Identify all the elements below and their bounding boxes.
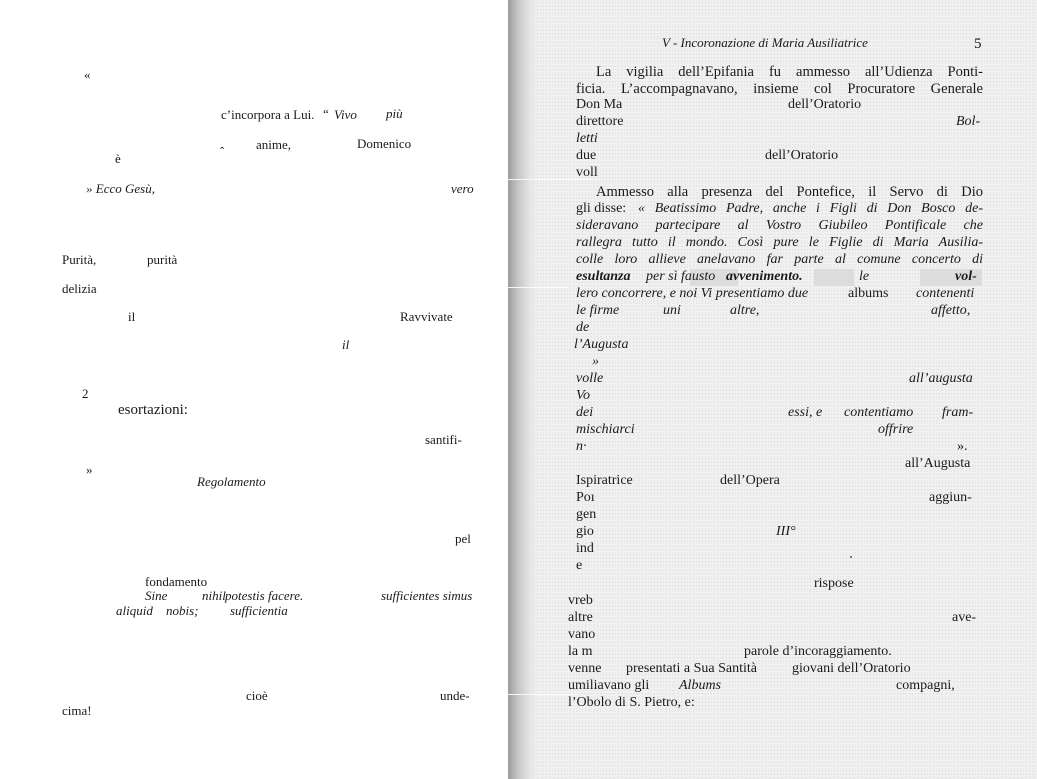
text-fragment: all’augusta: [909, 371, 973, 386]
text-fragment: umiliavano gli: [568, 678, 650, 693]
text-fragment: potestis facere.: [225, 588, 304, 603]
text-fragment: rispose: [814, 576, 854, 591]
running-header: V - Incoronazione di Maria Ausiliatrice: [662, 35, 868, 50]
text-fragment: all’Augusta: [905, 456, 971, 471]
text-fragment: le: [859, 269, 870, 284]
text-fragment: ».: [957, 439, 968, 454]
text-fragment: vano: [568, 627, 596, 642]
text-fragment: l’Obolo di S. Pietro, e:: [568, 695, 695, 710]
text-line: sideravano partecipare al Vostro Giubileo Pontificale che: [576, 218, 983, 233]
text-fragment: cioè: [246, 688, 268, 703]
text-fragment: vreb: [568, 593, 593, 608]
text-fragment: nihil: [202, 588, 226, 603]
footnote-number: 2: [82, 386, 89, 401]
text-fragment: il: [342, 337, 350, 352]
text-fragment: vero: [451, 181, 474, 196]
text-fragment: gli disse:: [576, 201, 627, 216]
text-fragment: affetto,: [931, 303, 971, 318]
text-line: Ammesso alla presenza del Pontefice, il Servo di Dio: [596, 184, 983, 200]
text-fragment: III°: [776, 524, 796, 539]
text-fragment: gen: [576, 507, 597, 522]
text-fragment: de: [576, 320, 590, 335]
book-gutter-shadow: [508, 0, 538, 779]
text-fragment: altre,: [730, 303, 760, 318]
text-fragment: Vivo: [334, 107, 357, 122]
text-fragment: uni: [663, 303, 681, 318]
text-fragment: contentiamo: [844, 405, 914, 420]
text-fragment: anime,: [256, 137, 292, 152]
text-line: ficia. L’accompagnavano, insieme col Procuratore Generale: [576, 81, 983, 97]
text-fragment: Don Ma: [576, 97, 623, 112]
text-fragment: Vo: [576, 388, 590, 403]
text-fragment: dei: [576, 405, 594, 420]
text-fragment: fram-: [942, 405, 974, 420]
text-fragment: la m: [568, 644, 593, 659]
text-fragment: Ispiratrice: [576, 473, 633, 488]
text-fragment: “: [323, 106, 329, 121]
text-fragment: unde-: [440, 688, 470, 703]
scan-artifact: [508, 287, 568, 288]
text-line: « Beatissimo Padre, anche i Figli di Don Bosco de-: [638, 201, 983, 216]
text-fragment: due: [576, 148, 597, 163]
text-fragment: nobis;: [166, 603, 199, 618]
page-number: 5: [974, 36, 982, 52]
text-fragment: Ravvivate: [400, 309, 453, 324]
text-fragment: contenenti: [916, 286, 975, 301]
text-fragment: per sì fausto: [646, 269, 716, 284]
text-fragment: lero concorrere, e noi Vi presentiamo due: [576, 286, 809, 301]
text-fragment: »: [86, 462, 93, 477]
redaction-box: [814, 269, 854, 286]
text-fragment: n·: [576, 439, 587, 454]
text-fragment: dell’Oratorio: [765, 148, 839, 163]
text-fragment: altre: [568, 610, 593, 625]
text-fragment: parole d’incoraggiamento.: [744, 644, 892, 659]
text-fragment: venne: [568, 661, 602, 676]
text-fragment: aliquid: [116, 603, 153, 618]
text-fragment: il: [128, 309, 136, 324]
text-fragment: direttore: [576, 114, 624, 129]
text-fragment: compagni,: [896, 678, 955, 693]
text-fragment: dell’Oratorio: [788, 97, 862, 112]
text-fragment: pel: [455, 531, 471, 546]
right-page: [508, 0, 1037, 779]
text-fragment: cima!: [62, 703, 92, 718]
text-fragment: e: [816, 405, 823, 420]
text-fragment: dell’Opera: [720, 473, 780, 488]
text-fragment: voll: [576, 165, 598, 180]
text-fragment: volle: [576, 371, 604, 386]
text-fragment: vol-: [955, 269, 977, 284]
text-fragment: ˆ: [220, 144, 225, 159]
text-fragment: delizia: [62, 281, 97, 296]
text-fragment: sufficientia: [230, 603, 288, 618]
text-fragment: letti: [576, 131, 598, 146]
text-fragment: santifi-: [425, 432, 462, 447]
text-fragment: offrire: [878, 422, 914, 437]
text-fragment: aggiun-: [929, 490, 972, 505]
left-page: [0, 0, 508, 779]
text-fragment: sufficientes simus: [381, 588, 473, 603]
text-fragment: Sine: [145, 588, 168, 603]
text-fragment: presentati a Sua Santità: [626, 661, 758, 676]
text-fragment: «: [84, 67, 91, 82]
text-fragment: Albums: [679, 678, 721, 693]
text-fragment: gio: [576, 524, 594, 539]
text-fragment: ind: [576, 541, 594, 556]
text-fragment: e: [576, 558, 583, 573]
text-fragment: c’incorpora a Lui.: [221, 107, 315, 122]
text-fragment: Regolamento: [197, 474, 266, 489]
text-fragment: giovani dell’Oratorio: [792, 661, 911, 676]
text-fragment: mischiarci: [576, 422, 635, 437]
text-fragment: Poı: [576, 490, 595, 505]
text-fragment: le firme: [576, 303, 620, 318]
text-fragment: Domenico: [357, 136, 412, 151]
text-line: La vigilia dell’Epifania fu ammesso all’Udienza Ponti-: [596, 64, 983, 80]
text-line: colle loro allieve anelavano far parte al comune concerto di: [576, 252, 983, 267]
text-fragment: fondamento: [145, 574, 208, 589]
text-fragment: esultanza: [576, 269, 631, 284]
text-fragment: » Ecco Gesù,: [86, 181, 155, 196]
text-line: rallegra tutto il mondo. Così pure le Figlie di Maria Ausilia-: [576, 235, 983, 250]
ink-speck: [850, 556, 852, 558]
text-fragment: Bol-: [956, 114, 981, 129]
text-fragment: essi,: [788, 405, 813, 420]
text-fragment: esortazioni:: [118, 402, 188, 418]
text-fragment: più: [386, 106, 403, 121]
text-fragment: avvenimento.: [726, 269, 803, 284]
text-fragment: Purità,: [62, 252, 97, 267]
text-fragment: l’Augusta: [574, 337, 629, 352]
text-fragment: purità: [147, 252, 178, 267]
text-fragment: ave-: [952, 610, 977, 625]
text-fragment: è: [115, 151, 121, 166]
text-fragment: albums: [848, 286, 889, 301]
text-fragment: »: [592, 354, 599, 369]
